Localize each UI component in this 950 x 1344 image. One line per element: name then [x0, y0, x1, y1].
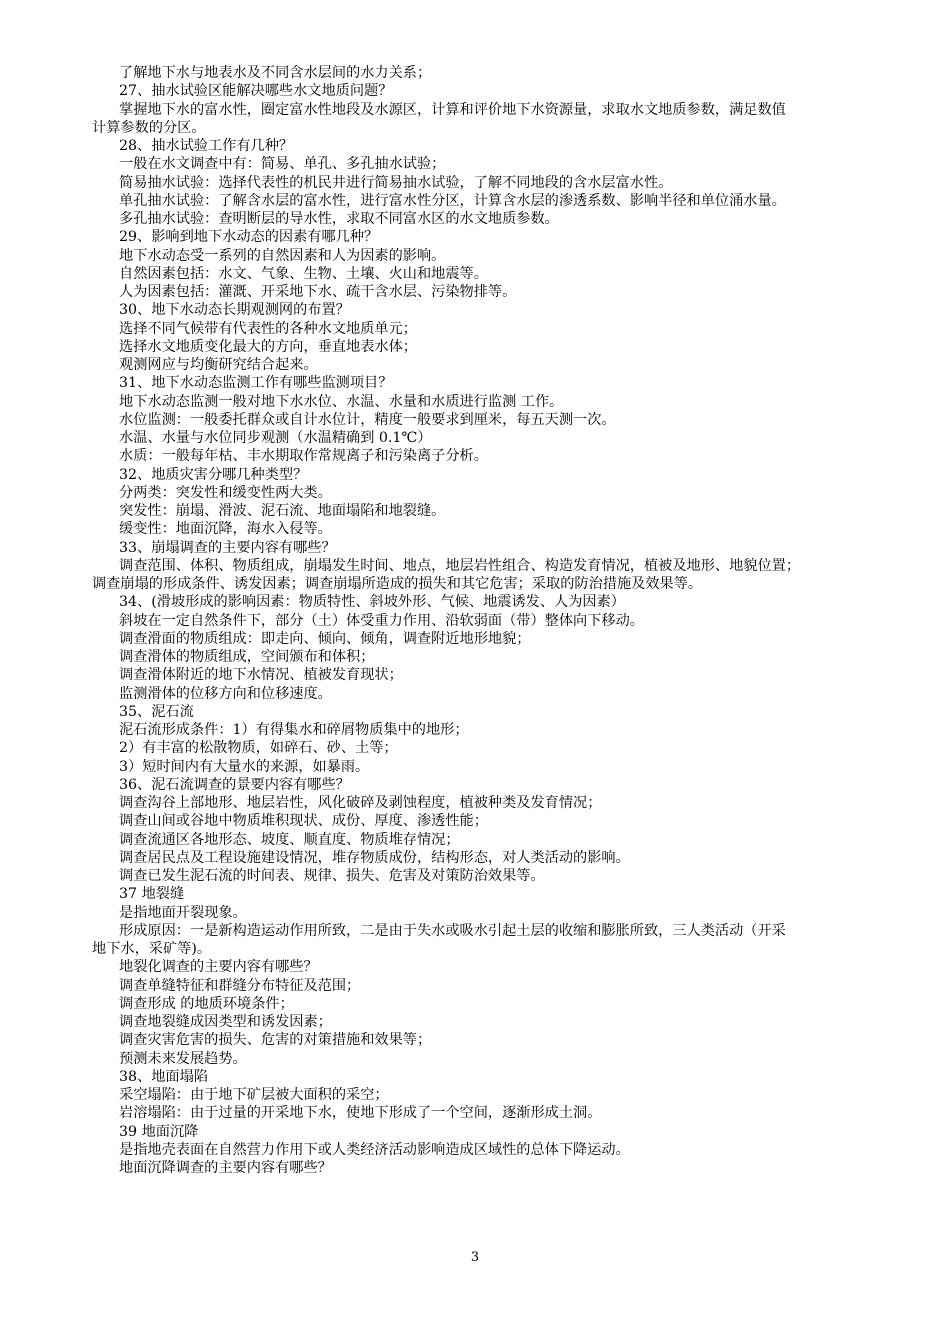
- text-line: 监测滑体的位移方向和位移速度。: [119, 685, 332, 702]
- text-line: 32、地质灾害分哪几种类型？: [119, 466, 308, 483]
- text-line: 简易抽水试验：选择代表性的机民井进行简易抽水试验，了解不同地段的含水层富水性。: [119, 174, 673, 191]
- text-line: 39 地面沉降: [119, 1123, 199, 1140]
- text-line: 33、崩塌调查的主要内容有哪些？: [119, 539, 336, 556]
- text-line: 38、地面塌陷: [119, 1068, 208, 1085]
- text-line: 分两类：突发性和缓变性两大类。: [119, 484, 332, 501]
- text-line: 自然因素包括：水文、气象、生物、土壤、火山和地震等。: [119, 265, 488, 282]
- text-line: 地下水，采矿等)。: [92, 941, 212, 957]
- text-line: 调查居民点及工程设施建设情况，堆存物质成份，结构形态，对人类活动的影响。: [119, 849, 630, 866]
- text-line: 了解地下水与地表水及不同含水层间的水力关系；: [119, 65, 432, 81]
- text-line: 计算参数的分区。: [92, 119, 206, 136]
- text-line: 29、影响到地下水动态的因素有哪几种？: [119, 229, 379, 246]
- text-line: 调查山间或谷地中物质堆积现状、成份、厚度、渗透性能；: [119, 813, 488, 830]
- text-line: 调查单缝特征和群缝分布特征及范围；: [119, 977, 361, 994]
- text-line: 35、泥石流: [119, 703, 194, 720]
- text-line: 是指地面开裂现象。: [119, 904, 247, 921]
- text-line: 形成原因：一是新构造运动作用所致，二是由于失水或吸水引起土层的收缩和膨胀所致，三人类活动（开采: [119, 922, 786, 939]
- text-line: 采空塌陷：由于地下矿层被大面积的采空；: [119, 1087, 389, 1103]
- text-line: 掌握地下水的富水性，圈定富水性地段及水源区，计算和评价地下水资源量，求取水文地质参数，满足数值: [119, 101, 786, 118]
- text-line: 泥石流形成条件：1）有得集水和碎屑物质集中的地形；: [119, 722, 469, 738]
- text-line: 调查滑面的物质组成：即走向、倾向、倾角，调查附近地形地貌；: [119, 630, 531, 647]
- text-line: 单孔抽水试验：了解含水层的富水性，进行富水性分区，计算含水层的渗透系数、影响半径和单位涌水量。: [119, 192, 786, 209]
- text-line: 调查形成 的地质环境条件；: [119, 995, 294, 1012]
- text-line: 调查灾害危害的损失、危害的对策措施和效果等；: [119, 1032, 432, 1049]
- text-line: 斜坡在一定自然条件下，部分（土）体受重力作用、沿软弱面（带）整体向下移动。: [119, 612, 644, 629]
- text-line: 水温、水量与水位同步观测（水温精确到 0.1℃）: [119, 430, 432, 446]
- text-line: 3）短时间内有大量水的来源，如暴雨。: [119, 758, 370, 775]
- text-line: 调查崩塌的形成条件、诱发因素；调查崩塌所造成的损失和其它危害；采取的防治措施及效果等。: [92, 576, 703, 592]
- text-line: 调查地裂缝成因类型和诱发因素；: [119, 1014, 332, 1030]
- text-line: 调查滑体的物质组成，空间颁布和体积；: [119, 649, 375, 665]
- text-line: 30、地下水动态长期观测网的布置？: [119, 302, 350, 319]
- text-line: 2）有丰富的松散物质，如碎石、砂、土等；: [119, 740, 398, 757]
- text-line: 观测网应与均衡研究结合起来。: [119, 357, 318, 373]
- text-line: 34、(滑坡形成的影响因素：物质特性、斜坡外形、气候、地震诱发、人为因素）: [119, 594, 625, 611]
- text-line: 一般在水文调查中有：简易、单孔、多孔抽水试验；: [119, 156, 446, 173]
- text-line: 27、抽水试验区能解决哪些水文地质问题？: [119, 83, 393, 100]
- text-line: 地下水动态受一系列的自然因素和人为因素的影响。: [119, 247, 446, 264]
- text-line: 调查已发生泥石流的时间表、规律、损失、危害及对策防治效果等。: [119, 868, 545, 884]
- document-body: [92, 64, 906, 1177]
- text-line: 28、抽水试验工作有几种？: [119, 138, 294, 154]
- text-line: 预测未来发展趋势。: [119, 1050, 247, 1067]
- text-line: 水质：一般每年枯、丰水期取作常规离子和污染离子分析。: [119, 448, 488, 465]
- text-line: 缓变性：地面沉降，海水入侵等。: [119, 521, 332, 538]
- text-line: 是指地壳表面在自然营力作用下或人类经济活动影响造成区域性的总体下降运动。: [119, 1141, 630, 1158]
- page-number: 3: [470, 1250, 480, 1265]
- text-line: 多孔抽水试验：查明断层的导水性，求取不同富水区的水文地质参数。: [119, 211, 559, 227]
- text-line: 地下水动态监测一般对地下水水位、水温、水量和水质进行监测 工作。: [119, 393, 564, 410]
- text-line: 调查沟谷上部地形、地层岩性，风化破碎及剥蚀程度，植被种类及发育情况；: [119, 795, 602, 811]
- text-line: 31、地下水动态监测工作有哪些监测项目？: [119, 375, 393, 392]
- text-line: 地裂化调查的主要内容有哪些？: [119, 959, 318, 976]
- text-line: 地面沉降调查的主要内容有哪些？: [119, 1160, 332, 1176]
- text-line: 水位监测：一般委托群众或自计水位计，精度一般要求到厘米，每五天测一次。: [119, 411, 616, 428]
- text-line: 选择水文地质变化最大的方向，垂直地表水体；: [119, 338, 417, 355]
- text-line: 人为因素包括：灌溉、开采地下水、疏干含水层、污染物排等。: [119, 284, 517, 300]
- text-line: 突发性：崩塌、滑波、泥石流、地面塌陷和地裂缝。: [119, 503, 446, 519]
- text-line: 选择不同气候带有代表性的各种水文地质单元；: [119, 320, 417, 337]
- text-line: 岩溶塌陷：由于过量的开采地下水，使地下形成了一个空间，逐渐形成土洞。: [119, 1105, 602, 1122]
- text-line: 调查滑体附近的地下水情况、植被发育现状；: [119, 667, 403, 684]
- text-line: 37 地裂缝: [119, 886, 185, 903]
- text-line: 调查流通区各地形态、坡度、顺直度、物质堆存情况；: [119, 831, 460, 848]
- text-line: 调查范围、体积、物质组成，崩塌发生时间、地点，地层岩性组合、构造发育情况，植被及地形、地貌位置；: [119, 557, 801, 574]
- text-line: 36、泥石流调查的景要内容有哪些？: [119, 776, 350, 793]
